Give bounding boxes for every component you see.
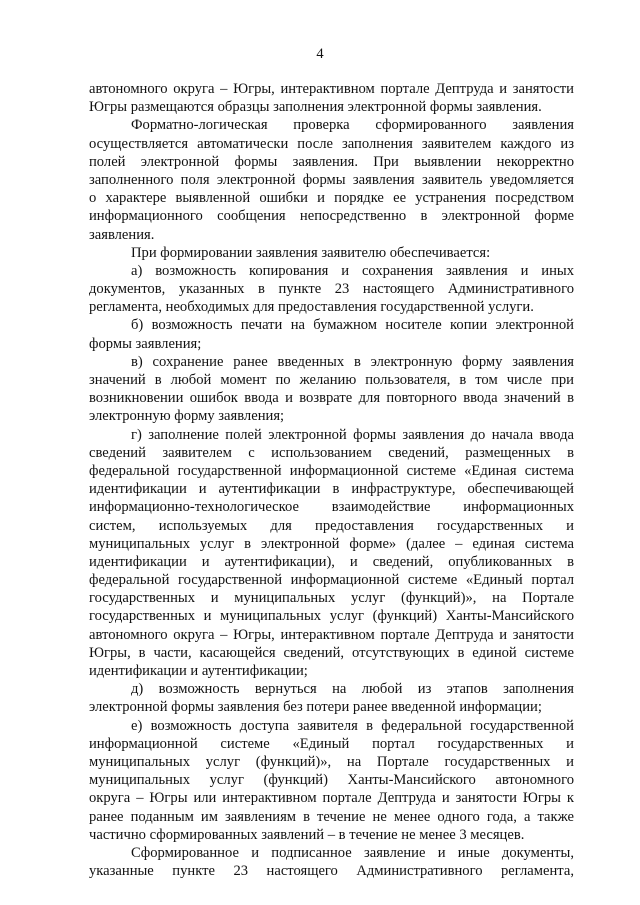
text-line: информационной системе «Единый портал государственных и bbox=[89, 735, 574, 752]
text-line: Югры, в части, касающейся сведений, отсутствующих в единой системе bbox=[89, 644, 574, 661]
text-line: муниципальных услуг в электронной форме» (далее – единая система bbox=[89, 535, 574, 552]
text-line: муниципальных услуг (функций) Ханты-Мансийского автономного bbox=[89, 772, 574, 789]
text-line: электронной формы заявления без потери ранее введенной информации; bbox=[89, 699, 542, 716]
paragraph bbox=[89, 80, 574, 116]
text-line: формы заявления; bbox=[89, 335, 202, 352]
paragraph bbox=[89, 680, 574, 716]
text-line: идентификации и аутентификации; bbox=[89, 663, 308, 679]
text-line: е) возможность доступа заявителя в федеральной государственной bbox=[131, 717, 574, 734]
text-line: о характере выявленной ошибки и порядке ее устранения посредством bbox=[89, 190, 574, 207]
page-number: 4 bbox=[316, 46, 324, 62]
text-line: информационного сообщения непосредственно в электронной форме bbox=[89, 208, 574, 225]
text-line: полей электронной формы заявления. При выявлении некорректно bbox=[89, 153, 574, 170]
text-line: информационно-технологическое взаимодействие информационных bbox=[89, 499, 574, 516]
text-line: Форматно-логическая проверка сформированного заявления bbox=[131, 117, 574, 134]
text-line: электронную форму заявления; bbox=[89, 408, 285, 425]
text-line: регламента, необходимых для предоставления государственной услуги. bbox=[89, 299, 534, 316]
text-line: д) возможность вернуться на любой из этапов заполнения bbox=[131, 681, 574, 698]
text-line: сведений заявителем с использованием сведений, размещенных в bbox=[89, 444, 574, 461]
text-line: заявления. bbox=[89, 226, 155, 243]
text-line: округа – Югры или интерактивном портале Дептруда и занятости Югры к bbox=[89, 790, 574, 807]
text-line: указанные пункте 23 настоящего Административного регламента, bbox=[89, 863, 574, 880]
text-line: автономного округа – Югры, интерактивном портале Дептруда и занятости bbox=[89, 81, 574, 97]
text-line: заполненного поля электронной формы заявления заявитель уведомляется bbox=[89, 171, 574, 188]
text-line: федеральной государственной информационной системе «Единый портал bbox=[89, 572, 574, 589]
document-body bbox=[89, 80, 574, 880]
paragraph bbox=[89, 844, 574, 880]
paragraph bbox=[89, 262, 574, 317]
text-line: муниципальных услуг (функций)», на Портале государственных и bbox=[89, 753, 574, 770]
text-line: документов, указанных в пункте 23 настоящего Административного bbox=[89, 281, 574, 298]
text-line: г) заполнение полей электронной формы заявления до начала ввода bbox=[131, 426, 574, 443]
text-line: идентификации и аутентификации в инфраструктуре, обеспечивающей bbox=[89, 481, 574, 498]
text-line: федеральной государственной информационной системе «Единая система bbox=[89, 462, 574, 479]
text-line: возникновении ошибок ввода и возврате для повторного ввода значений в bbox=[89, 390, 574, 407]
text-line: частично сформированных заявлений – в течение не менее 3 месяцев. bbox=[89, 826, 525, 843]
paragraph bbox=[89, 316, 574, 352]
text-line: ранее поданным им заявлениям в течение не менее одного года, а также bbox=[89, 808, 574, 825]
paragraph bbox=[89, 426, 574, 681]
paragraph bbox=[89, 353, 574, 426]
text-line: При формировании заявления заявителю обеспечивается: bbox=[131, 244, 491, 261]
text-line: б) возможность печати на бумажном носителе копии электронной bbox=[131, 317, 574, 334]
text-line: в) сохранение ранее введенных в электронную форму заявления bbox=[131, 353, 574, 370]
paragraph bbox=[89, 717, 574, 844]
text-line: Сформированное и подписанное заявление и иные документы, bbox=[131, 844, 574, 861]
text-line: Югры размещаются образцы заполнения электронной формы заявления. bbox=[89, 99, 542, 116]
text-line: систем, используемых для предоставления государственных и bbox=[89, 517, 574, 534]
text-line: значений в любой момент по желанию пользователя, в том числе при bbox=[89, 372, 574, 388]
text-line: осуществляется автоматически после заполнения заявителем каждого из bbox=[89, 135, 574, 152]
text-line: а) возможность копирования и сохранения заявления и иных bbox=[131, 262, 574, 279]
text-line: государственных и муниципальных услуг (функций)», на Портале bbox=[89, 590, 574, 607]
paragraph bbox=[89, 116, 574, 243]
text-line: идентификации и аутентификации), и сведений, опубликованных в bbox=[89, 553, 574, 570]
text-line: автономного округа – Югры, интерактивном портале Дептруда и занятости bbox=[89, 626, 574, 643]
paragraph bbox=[89, 244, 574, 262]
text-line: государственных и муниципальных услуг (функций) Ханты-Мансийского bbox=[89, 608, 574, 625]
